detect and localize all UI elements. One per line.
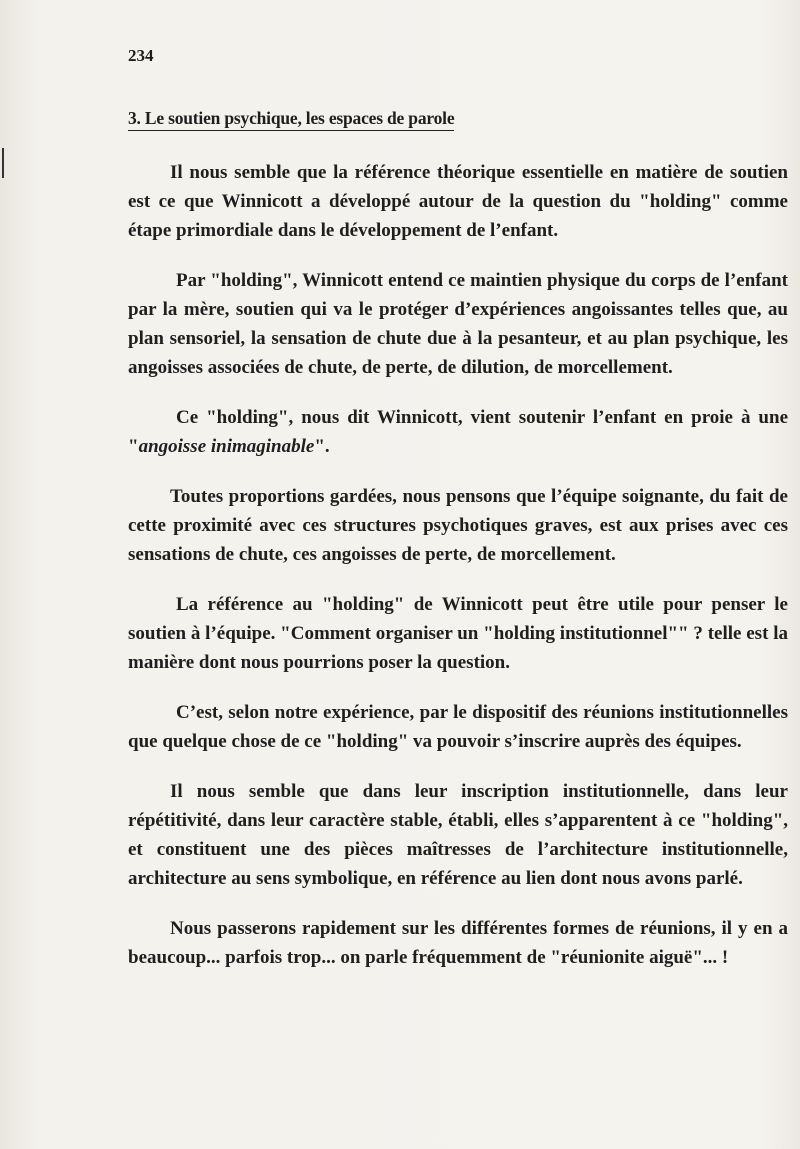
paragraph-3 [128, 403, 788, 461]
body-text [128, 158, 788, 993]
paragraph-3-before: Ce "holding", nous dit Winnicott, vient soutenir l’enfant en proie à une " [128, 407, 788, 457]
paragraph-5: La référence au "holding" de Winnicott peut être utile pour penser le soutien à l’équipe. "Comment organiser un "holding institutionnel"" ? telle est la manière dont nous pourrions poser la question. [128, 594, 788, 673]
paragraph-6: C’est, selon notre expérience, par le dispositif des réunions institutionnelles que quelque chose de ce "holding" va pouvoir s’inscrire auprès des équipes. [128, 702, 788, 752]
paragraph-7: Il nous semble que dans leur inscription institutionnelle, dans leur répétitivité, dans leur caractère stable, établi, elles s’apparentent à ce "holding", et constituent une des pièces maîtresses de l’architecture institutionnelle, architecture au sens symbolique, en référence au lien dont nous avons parlé. [128, 781, 788, 889]
paragraph-1: Il nous semble que la référence théorique essentielle en matière de soutien est ce que Winnicott a développé autour de la question du "holding" comme étape primordiale dans le développement de l’enfant. [128, 162, 788, 241]
paragraph-3-emphasis: angoisse inimaginable [138, 436, 315, 457]
paragraph-8: Nous passerons rapidement sur les différentes formes de réunions, il y en a beaucoup... parfois trop... on parle fréquemment de "réunionite aiguë"... ! [128, 918, 788, 968]
margin-mark [2, 148, 4, 178]
paragraph-3-after: ". [314, 436, 330, 457]
paragraph-2: Par "holding", Winnicott entend ce maintien physique du corps de l’enfant par la mère, soutien qui va le protéger d’expériences angoissantes telles que, au plan sensoriel, la sensation de chute due à la pesanteur, et au plan psychique, les angoisses associées de chute, de perte, de dilution, de morcellement. [128, 270, 788, 378]
paragraph-4: Toutes proportions gardées, nous pensons que l’équipe soignante, du fait de cette proximité avec ces structures psychotiques graves, est aux prises avec ces sensations de chute, ces angoisses de perte, de morcellement. [128, 486, 788, 565]
page-number: 234 [128, 46, 154, 65]
section-heading: 3. Le soutien psychique, les espaces de parole [128, 108, 454, 131]
